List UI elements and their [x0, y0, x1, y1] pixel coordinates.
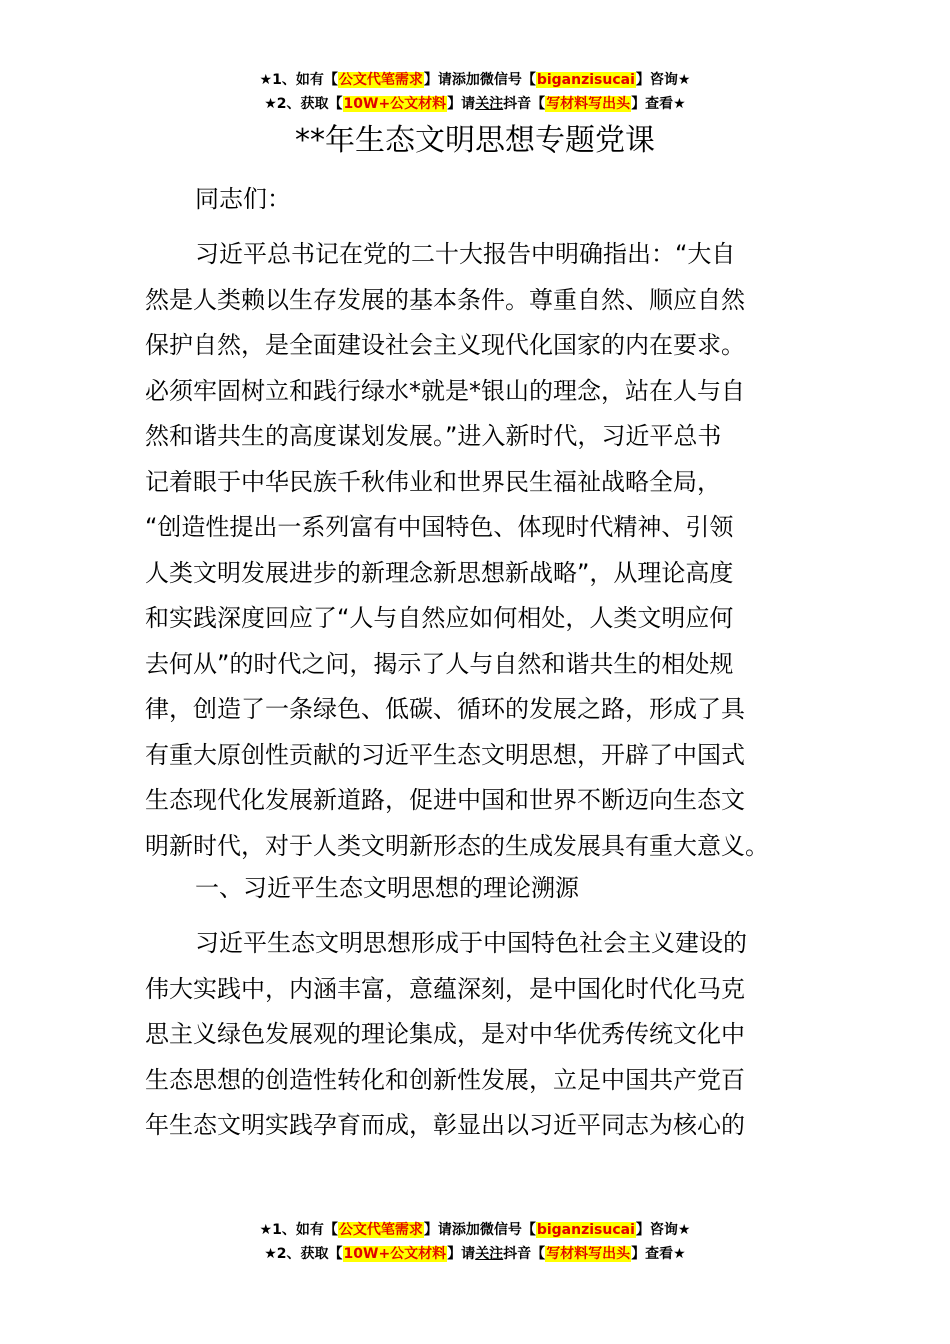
- banner-highlight: 10W+公文材料: [343, 96, 447, 112]
- banner-text: 抖音【: [503, 1246, 546, 1262]
- banner-text: 加: [465, 1222, 480, 1238]
- banner-text: 】请: [447, 1246, 476, 1262]
- banner-highlight: 写材料写出头: [546, 96, 631, 112]
- paragraph-line: 习近平生态文明思想形成于中国特色社会主义建设的: [195, 929, 747, 957]
- paragraph-line: 习近平总书记在党的二十大报告中明确指出：“大自: [195, 240, 736, 268]
- paragraph-line: 年生态文明实践孕育而成，彰显出以习近平同志为核心的: [145, 1111, 745, 1139]
- salutation: [145, 177, 810, 223]
- banner-text: 】查看★: [631, 1246, 686, 1262]
- banner-text: 】请: [447, 96, 476, 112]
- section-heading-text: 一、习近平生态文明思想的理论溯源: [195, 874, 579, 902]
- paragraph-2: [145, 921, 810, 1149]
- banner-text: 微信号【: [479, 72, 536, 88]
- paragraph-line: 和实践深度回应了“人与自然应如何相处，人类文明应何: [145, 604, 734, 632]
- paragraph-line: 有重大原创性贡献的习近平生态文明思想，开辟了中国式: [145, 740, 745, 769]
- banner-text: 】咨询★: [635, 72, 691, 88]
- paragraph-1: [145, 232, 810, 869]
- banner-text: ★1、如有【: [259, 72, 338, 88]
- paragraph-line: 然是人类赖以生存发展的基本条件。尊重自然、顺应自然: [145, 285, 745, 314]
- banner-text: 关注: [475, 96, 504, 112]
- banner-text: ★2、获取【: [264, 1246, 343, 1262]
- paragraph-line: 必须牢固树立和践行绿水*就是*银山的理念，站在人与自: [145, 376, 745, 405]
- paragraph-line: “创造性提出一系列富有中国特色、体现时代精神、引领: [145, 513, 734, 541]
- paragraph-line: 伟大实践中，内涵丰富，意蕴深刻，是中国化时代化马克: [145, 974, 745, 1003]
- footer-banner-line-2: [0, 1242, 950, 1266]
- paragraph-line: 律，创造了一条绿色、低碳、循环的发展之路，形成了具: [145, 695, 745, 723]
- banner-text: 抖音【: [503, 96, 546, 112]
- banner-text: 关注: [475, 1246, 504, 1262]
- paragraph-line: 生态现代化发展新道路，促进中国和世界不断迈向生态文: [145, 786, 745, 814]
- banner-text: 加: [465, 72, 480, 88]
- banner-highlight: 写材料写出头: [546, 1246, 631, 1262]
- paragraph-line: 思主义绿色发展观的理论集成，是对中华优秀传统文化中: [145, 1020, 745, 1048]
- section-1-heading: [145, 866, 810, 912]
- paragraph-line: 然和谐共生的高度谋划发展。”进入新时代，习近平总书: [145, 422, 722, 450]
- header-banner-line-2: [0, 92, 950, 116]
- paragraph-line: 人类文明发展进步的新理念新思想新战略”，从理论高度: [145, 558, 734, 587]
- banner-text: 】查看★: [631, 96, 686, 112]
- header-banner-line-1: [0, 68, 950, 92]
- banner-text: ★1、如有【: [259, 1222, 338, 1238]
- header-banner: [0, 68, 950, 116]
- banner-text: 】咨询★: [635, 1222, 691, 1238]
- banner-text: 】请添: [423, 72, 466, 88]
- paragraph-line: 保护自然，是全面建设社会主义现代化国家的内在要求。: [145, 331, 745, 359]
- paragraph-line: 记着眼于中华民族千秋伟业和世界民生福祉战略全局，: [145, 467, 721, 496]
- banner-text: ★2、获取【: [264, 96, 343, 112]
- banner-highlight: 公文代笔需求: [338, 1222, 423, 1238]
- footer-banner-line-1: [0, 1218, 950, 1242]
- banner-text: 】请添: [423, 1222, 466, 1238]
- paragraph-line: 明新时代，对于人类文明新形态的生成发展具有重大意义。: [145, 831, 769, 860]
- banner-text: 微信号【: [479, 1222, 536, 1238]
- banner-highlight: biganzisucai: [536, 72, 635, 88]
- paragraph-line: 去何从”的时代之问，揭示了人与自然和谐共生的相处规: [145, 649, 734, 678]
- paragraph-line: 生态思想的创造性转化和创新性发展，立足中国共产党百: [145, 1065, 745, 1094]
- banner-highlight: biganzisucai: [536, 1222, 635, 1238]
- salutation-text: 同志们：: [195, 185, 291, 213]
- document-title: **年生态文明思想专题党课: [295, 123, 655, 158]
- banner-highlight: 公文代笔需求: [338, 72, 423, 88]
- banner-highlight: 10W+公文材料: [343, 1246, 447, 1262]
- footer-banner: [0, 1218, 950, 1266]
